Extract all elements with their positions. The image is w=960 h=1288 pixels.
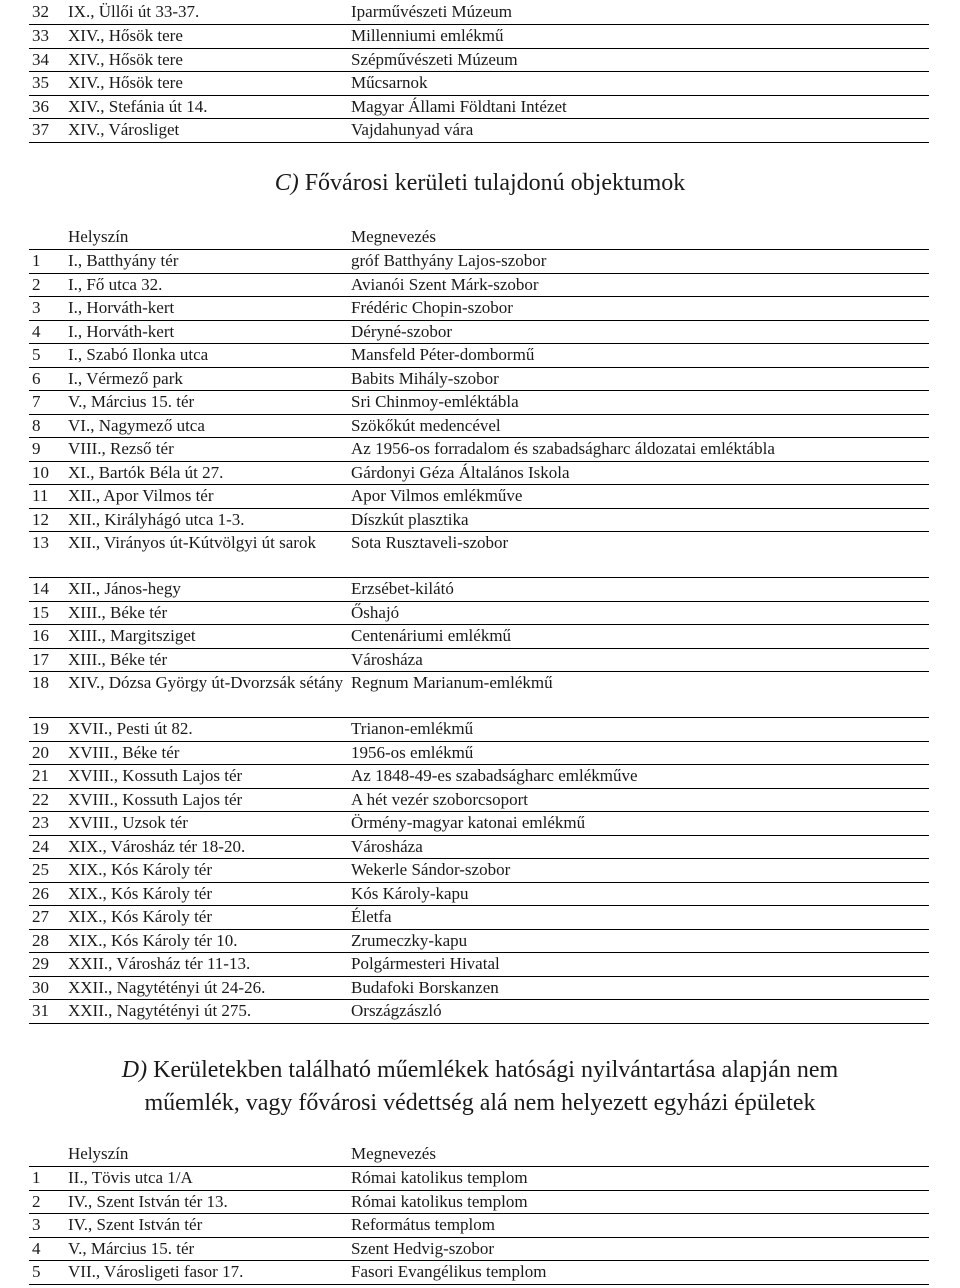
header-name: Megnevezés	[351, 1143, 929, 1167]
table-row	[29, 95, 929, 119]
table-row	[29, 1167, 929, 1191]
churches-table-d	[29, 1143, 929, 1285]
table-row	[29, 508, 929, 532]
row-name: Műcsarnok	[351, 72, 929, 96]
row-location: I., Horváth-kert	[68, 297, 351, 321]
table-row	[29, 625, 929, 649]
row-location: XIII., Béke tér	[68, 601, 351, 625]
row-name: Római katolikus templom	[351, 1190, 929, 1214]
row-number: 1	[29, 1167, 68, 1191]
row-location: I., Fő utca 32.	[68, 273, 351, 297]
row-location: XI., Bartók Béla út 27.	[68, 461, 351, 485]
table-a-body	[29, 1, 929, 142]
table-row	[29, 788, 929, 812]
row-number: 21	[29, 765, 68, 789]
row-number: 13	[29, 532, 68, 578]
row-location: XIV., Stefánia út 14.	[68, 95, 351, 119]
header-num-cell	[29, 226, 68, 250]
row-location: XXII., Városház tér 11-13.	[68, 953, 351, 977]
table-row	[29, 601, 929, 625]
section-d-heading	[0, 1054, 960, 1120]
row-number: 19	[29, 718, 68, 742]
row-number: 9	[29, 438, 68, 462]
row-location: XIX., Városház tér 18-20.	[68, 835, 351, 859]
table-row	[29, 414, 929, 438]
row-number: 1	[29, 250, 68, 274]
table-row	[29, 812, 929, 836]
row-location: XIV., Hősök tere	[68, 72, 351, 96]
row-location: XIX., Kós Károly tér 10.	[68, 929, 351, 953]
row-number: 4	[29, 1237, 68, 1261]
table-row	[29, 320, 929, 344]
row-location: XVIII., Uzsok tér	[68, 812, 351, 836]
row-name: Erzsébet-kilátó	[351, 578, 929, 602]
row-number: 3	[29, 297, 68, 321]
row-name: Őshajó	[351, 601, 929, 625]
row-number: 2	[29, 1190, 68, 1214]
row-number: 25	[29, 859, 68, 883]
table-row	[29, 672, 929, 718]
row-name: Centenáriumi emlékmű	[351, 625, 929, 649]
table-row	[29, 367, 929, 391]
table-row	[29, 461, 929, 485]
row-number: 15	[29, 601, 68, 625]
row-name: Református templom	[351, 1214, 929, 1238]
row-number: 36	[29, 95, 68, 119]
row-location: IX., Üllői út 33-37.	[68, 1, 351, 25]
row-number: 5	[29, 1261, 68, 1285]
table-row	[29, 976, 929, 1000]
row-name: Iparművészeti Múzeum	[351, 1, 929, 25]
row-number: 11	[29, 485, 68, 509]
row-name: Városháza	[351, 648, 929, 672]
row-location: I., Horváth-kert	[68, 320, 351, 344]
row-name: Trianon-emlékmű	[351, 718, 929, 742]
row-location: XII., Apor Vilmos tér	[68, 485, 351, 509]
monuments-table-a	[29, 1, 929, 143]
row-number: 10	[29, 461, 68, 485]
row-location: I., Szabó Ilonka utca	[68, 344, 351, 368]
table-row	[29, 1000, 929, 1024]
header-name: Megnevezés	[351, 226, 929, 250]
row-location: XXII., Nagytétényi út 24-26.	[68, 976, 351, 1000]
row-name: Vajdahunyad vára	[351, 119, 929, 143]
table-row	[29, 1, 929, 25]
row-location: XIII., Margitsziget	[68, 625, 351, 649]
row-number: 26	[29, 882, 68, 906]
row-name: Polgármesteri Hivatal	[351, 953, 929, 977]
row-number: 34	[29, 48, 68, 72]
row-name: Zrumeczky-kapu	[351, 929, 929, 953]
row-number: 28	[29, 929, 68, 953]
row-number: 7	[29, 391, 68, 415]
row-name: Kós Károly-kapu	[351, 882, 929, 906]
row-location: II., Tövis utca 1/A	[68, 1167, 351, 1191]
table-row	[29, 906, 929, 930]
header-location: Helyszín	[68, 226, 351, 250]
row-number: 6	[29, 367, 68, 391]
row-name: gróf Batthyány Lajos-szobor	[351, 250, 929, 274]
table-row	[29, 718, 929, 742]
row-location: XVIII., Kossuth Lajos tér	[68, 788, 351, 812]
row-location: XII., János-hegy	[68, 578, 351, 602]
row-number: 35	[29, 72, 68, 96]
row-name: Díszkút plasztika	[351, 508, 929, 532]
table-row	[29, 578, 929, 602]
row-name: Az 1956-os forradalom és szabadságharc áldozatai emléktábla	[351, 438, 929, 462]
table-row	[29, 532, 929, 578]
row-location: XVIII., Kossuth Lajos tér	[68, 765, 351, 789]
row-location: XIX., Kós Károly tér	[68, 906, 351, 930]
row-number: 4	[29, 320, 68, 344]
table-row	[29, 835, 929, 859]
table-c-body	[29, 226, 929, 1023]
monuments-table-c	[29, 226, 929, 1024]
row-name: Frédéric Chopin-szobor	[351, 297, 929, 321]
row-number: 8	[29, 414, 68, 438]
table-row	[29, 765, 929, 789]
row-location: XII., Virányos út-Kútvölgyi út sarok	[68, 532, 351, 578]
row-location: XVIII., Béke tér	[68, 741, 351, 765]
table-row	[29, 48, 929, 72]
row-number: 3	[29, 1214, 68, 1238]
row-location: V., Március 15. tér	[68, 391, 351, 415]
row-number: 12	[29, 508, 68, 532]
table-row	[29, 119, 929, 143]
row-location: VI., Nagymező utca	[68, 414, 351, 438]
row-name: Szökőkút medencével	[351, 414, 929, 438]
table-row	[29, 648, 929, 672]
row-name: A hét vezér szoborcsoport	[351, 788, 929, 812]
table-row	[29, 1214, 929, 1238]
row-name: Magyar Állami Földtani Intézet	[351, 95, 929, 119]
row-name: Budafoki Borskanzen	[351, 976, 929, 1000]
row-location: IV., Szent István tér 13.	[68, 1190, 351, 1214]
row-name: Sota Rusztaveli-szobor	[351, 532, 929, 578]
row-location: XII., Királyhágó utca 1-3.	[68, 508, 351, 532]
row-location: XIV., Hősök tere	[68, 48, 351, 72]
row-number: 37	[29, 119, 68, 143]
table-row	[29, 438, 929, 462]
row-location: I., Batthyány tér	[68, 250, 351, 274]
table-row	[29, 297, 929, 321]
row-name: Millenniumi emlékmű	[351, 25, 929, 49]
row-name: Avianói Szent Márk-szobor	[351, 273, 929, 297]
row-name: Örmény-magyar katonai emlékmű	[351, 812, 929, 836]
row-location: XVII., Pesti út 82.	[68, 718, 351, 742]
row-number: 29	[29, 953, 68, 977]
row-number: 24	[29, 835, 68, 859]
row-location: IV., Szent István tér	[68, 1214, 351, 1238]
row-location: XIV., Dózsa György út-Dvorzsák sétány	[68, 672, 351, 718]
row-location: VII., Városligeti fasor 17.	[68, 1261, 351, 1285]
row-name: 1956-os emlékmű	[351, 741, 929, 765]
table-row	[29, 72, 929, 96]
row-number: 31	[29, 1000, 68, 1024]
row-number: 17	[29, 648, 68, 672]
header-num-cell	[29, 1143, 68, 1167]
row-number: 32	[29, 1, 68, 25]
table-row	[29, 250, 929, 274]
row-location: XIX., Kós Károly tér	[68, 859, 351, 883]
row-name: Fasori Evangélikus templom	[351, 1261, 929, 1285]
header-location: Helyszín	[68, 1143, 351, 1167]
row-number: 30	[29, 976, 68, 1000]
table-row	[29, 485, 929, 509]
row-number: 5	[29, 344, 68, 368]
row-location: XXII., Nagytétényi út 275.	[68, 1000, 351, 1024]
section-d-title-line2: műemlék, vagy fővárosi védettség alá nem helyezett egyházi épületek	[144, 1090, 816, 1116]
section-c-title: Fővárosi kerületi tulajdonú objektumok	[304, 170, 686, 196]
row-name: Római katolikus templom	[351, 1167, 929, 1191]
row-name: Sri Chinmoy-emléktábla	[351, 391, 929, 415]
section-d-title-line1: Kerületekben található műemlékek hatósági nyilvántartása alapján nem	[153, 1057, 839, 1083]
table-row	[29, 929, 929, 953]
row-number: 23	[29, 812, 68, 836]
table-header-row	[29, 226, 929, 250]
row-number: 20	[29, 741, 68, 765]
row-name: Életfa	[351, 906, 929, 930]
row-name: Déryné-szobor	[351, 320, 929, 344]
section-c-letter: C)	[274, 170, 299, 196]
row-number: 18	[29, 672, 68, 718]
table-header-row	[29, 1143, 929, 1167]
row-number: 33	[29, 25, 68, 49]
section-d-letter: D)	[121, 1057, 148, 1083]
table-row	[29, 1190, 929, 1214]
table-row	[29, 1261, 929, 1285]
row-name: Szépművészeti Múzeum	[351, 48, 929, 72]
row-name: Gárdonyi Géza Általános Iskola	[351, 461, 929, 485]
row-location: VIII., Rezső tér	[68, 438, 351, 462]
table-row	[29, 953, 929, 977]
row-location: XIV., Városliget	[68, 119, 351, 143]
row-number: 16	[29, 625, 68, 649]
row-name: Regnum Marianum-emlékmű	[351, 672, 929, 718]
row-number: 22	[29, 788, 68, 812]
table-d-body	[29, 1143, 929, 1284]
table-row	[29, 1237, 929, 1261]
row-name: Mansfeld Péter-dombormű	[351, 344, 929, 368]
table-row	[29, 859, 929, 883]
row-number: 27	[29, 906, 68, 930]
row-name: Babits Mihály-szobor	[351, 367, 929, 391]
row-name: Szent Hedvig-szobor	[351, 1237, 929, 1261]
row-location: XIII., Béke tér	[68, 648, 351, 672]
row-number: 2	[29, 273, 68, 297]
table-row	[29, 344, 929, 368]
row-name: Apor Vilmos emlékműve	[351, 485, 929, 509]
row-name: Országzászló	[351, 1000, 929, 1024]
row-location: XIV., Hősök tere	[68, 25, 351, 49]
row-name: Wekerle Sándor-szobor	[351, 859, 929, 883]
row-number: 14	[29, 578, 68, 602]
row-location: XIX., Kós Károly tér	[68, 882, 351, 906]
row-name: Az 1848-49-es szabadságharc emlékműve	[351, 765, 929, 789]
row-name: Városháza	[351, 835, 929, 859]
table-row	[29, 25, 929, 49]
row-location: I., Vérmező park	[68, 367, 351, 391]
table-row	[29, 391, 929, 415]
row-location: V., Március 15. tér	[68, 1237, 351, 1261]
table-row	[29, 882, 929, 906]
table-row	[29, 273, 929, 297]
section-c-heading	[0, 170, 960, 197]
table-row	[29, 741, 929, 765]
